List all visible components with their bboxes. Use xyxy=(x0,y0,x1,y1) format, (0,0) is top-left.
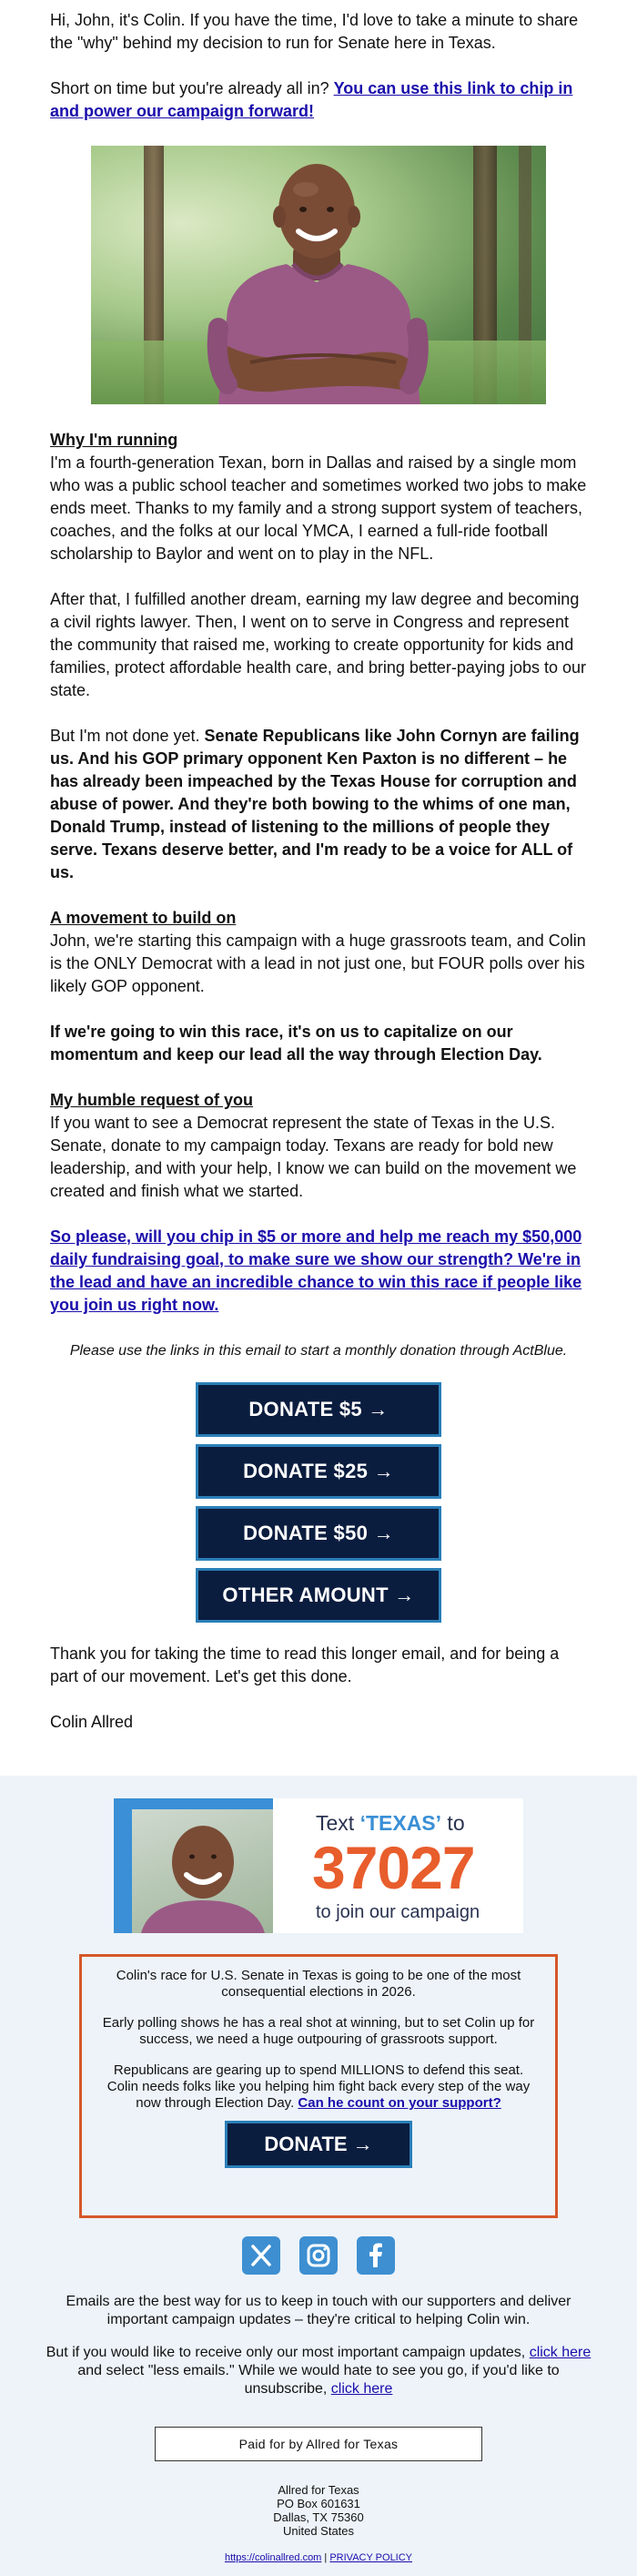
website-link[interactable]: https://colinallred.com xyxy=(224,2552,322,2563)
movement-heading: A movement to build on xyxy=(50,909,237,927)
why-running-p3-bold: Senate Republicans like John Cornyn are failing us. And his GOP primary opponent Ken Paxton is no different – he has already been impeached by the Texas House for corruption and abuse of power. And they're both bowing to the whims of one man, Donald Trump, instead of listening to the millions of people they serve. Texans deserve better, and I'm ready to be a voice for ALL of us. xyxy=(50,727,580,881)
signature: Colin Allred xyxy=(50,1713,134,1731)
box-p2: Early polling shows he has a real shot at winning, but to set Colin up for success, we need a huge outpouring of grassroots support. xyxy=(102,2015,535,2047)
x-icon[interactable] xyxy=(242,2236,280,2275)
banner-subtext: to join our campaign xyxy=(316,1902,480,1922)
unsubscribe-link[interactable]: click here xyxy=(330,2381,393,2397)
support-link[interactable]: Can he count on your support? xyxy=(298,2095,501,2111)
banner-short-code: 37027 xyxy=(312,1834,475,1901)
chip-in-link[interactable]: You can use this link to chip in and power our campaign forward! xyxy=(50,79,573,120)
box-p3: Republicans are gearing up to spend MILLIONS to defend this seat. Colin needs folks like you helping him fight back every step of the way now through Election Day. Can he count on your support? xyxy=(106,2062,531,2111)
paid-for-disclaimer: Paid for by Allred for Texas xyxy=(155,2427,482,2461)
donate-25-button[interactable]: DONATE $25 → xyxy=(196,1444,441,1499)
request-heading: My humble request of you xyxy=(50,1091,254,1109)
movement-p2-bold: If we're going to win this race, it's on us to capitalize on our momentum and keep our lead all the way through Election Day. xyxy=(50,1023,542,1064)
box-p1: Colin's race for U.S. Senate in Texas is going to be one of the most consequential elections in 2026. xyxy=(116,1968,521,2000)
short-on-time-text: Short on time but you're already all in? xyxy=(50,79,329,97)
text-to-join-banner[interactable] xyxy=(114,1798,523,1933)
why-running-p1: I'm a fourth-generation Texan, born in Dallas and raised by a single mom who was a public school teacher and sometimes worked two jobs to make ends meet. Thanks to my family and a strong support system of teachers, coaches, and the folks at our local YMCA, I earned a full-ride football scholarship to Baylor and went on to play in the NFL. xyxy=(50,453,587,563)
donate-5-button[interactable]: DONATE $5 → xyxy=(196,1382,441,1437)
donate-50-button[interactable]: DONATE $50 → xyxy=(196,1506,441,1561)
candidate-banner-portrait-icon xyxy=(132,1809,273,1933)
emails-note: Emails are the best way for us to keep in touch with our supporters and deliver important campaign updates – they're critical to helping Colin win. xyxy=(66,2294,571,2327)
banner-text-line: Text ‘TEXAS’ to xyxy=(316,1811,465,1835)
campaign-info-box xyxy=(79,1954,558,2218)
less-emails-note: But if you would like to receive only our most important campaign updates, click here and select "less emails." While we would hate to see you go, if you'd like to unsubscribe, click here xyxy=(46,2345,592,2397)
other-amount-button[interactable]: OTHER AMOUNT → xyxy=(196,1568,441,1623)
box-donate-button[interactable]: DONATE → xyxy=(225,2121,412,2168)
instagram-icon[interactable] xyxy=(299,2236,338,2275)
privacy-policy-link[interactable]: PRIVACY POLICY xyxy=(329,2552,413,2563)
why-running-section xyxy=(50,429,587,565)
movement-section xyxy=(50,907,587,998)
why-running-heading: Why I'm running xyxy=(50,431,178,449)
why-running-p3-start: But I'm not done yet. xyxy=(50,727,200,745)
actblue-note: Please use the links in this email to start a monthly donation through ActBlue. xyxy=(69,1343,568,1359)
thanks-paragraph: Thank you for taking the time to read this longer email, and for being a part of our movement. Let's get this done. xyxy=(50,1644,560,1685)
movement-p1: John, we're starting this campaign with a huge grassroots team, and Colin is the ONLY Democrat with a lead in not just one, but FOUR polls over his likely GOP opponent. xyxy=(50,932,586,995)
why-running-p2: After that, I fulfilled another dream, earning my law degree and becoming a civil rights lawyer. Then, I went on to serve in Congress and represent the community that raised me, working to create opportunity for kids and families, protect affordable health care, and bring better-paying jobs to our state. xyxy=(50,590,587,699)
why-running-p3 xyxy=(50,725,587,884)
bottom-links: https://colinallred.com | PRIVACY POLICY xyxy=(224,2552,413,2563)
candidate-photo xyxy=(91,146,546,404)
request-section xyxy=(50,1089,587,1203)
request-link-paragraph xyxy=(50,1226,587,1317)
candidate-banner-photo xyxy=(132,1809,273,1933)
less-emails-link[interactable]: click here xyxy=(529,2345,592,2360)
donate-button-group xyxy=(50,1382,587,1623)
request-p1: If you want to see a Democrat represent the state of Texas in the U.S. Senate, donate to my campaign today. Texans are ready for bold new leadership, and with your help, I know we can build on the movement we created and finish what we started. xyxy=(50,1114,577,1200)
mailing-address: Allred for Texas PO Box 601631 Dallas, TX 75360 United States xyxy=(273,2483,364,2538)
short-on-time-paragraph xyxy=(50,77,587,123)
chip-in-5-link[interactable]: So please, will you chip in $5 or more and help me reach my $50,000 daily fundraising goal, to make sure we show our strength? We're in the lead and have an incredible chance to win this race if people like you join us right now. xyxy=(50,1227,582,1314)
facebook-icon[interactable] xyxy=(357,2236,395,2275)
greeting-paragraph: Hi, John, it's Colin. If you have the time, I'd love to take a minute to share the "why" behind my decision to run for Senate here in Texas. xyxy=(50,11,579,52)
candidate-portrait-icon xyxy=(91,146,546,404)
movement-p2 xyxy=(50,1021,587,1066)
